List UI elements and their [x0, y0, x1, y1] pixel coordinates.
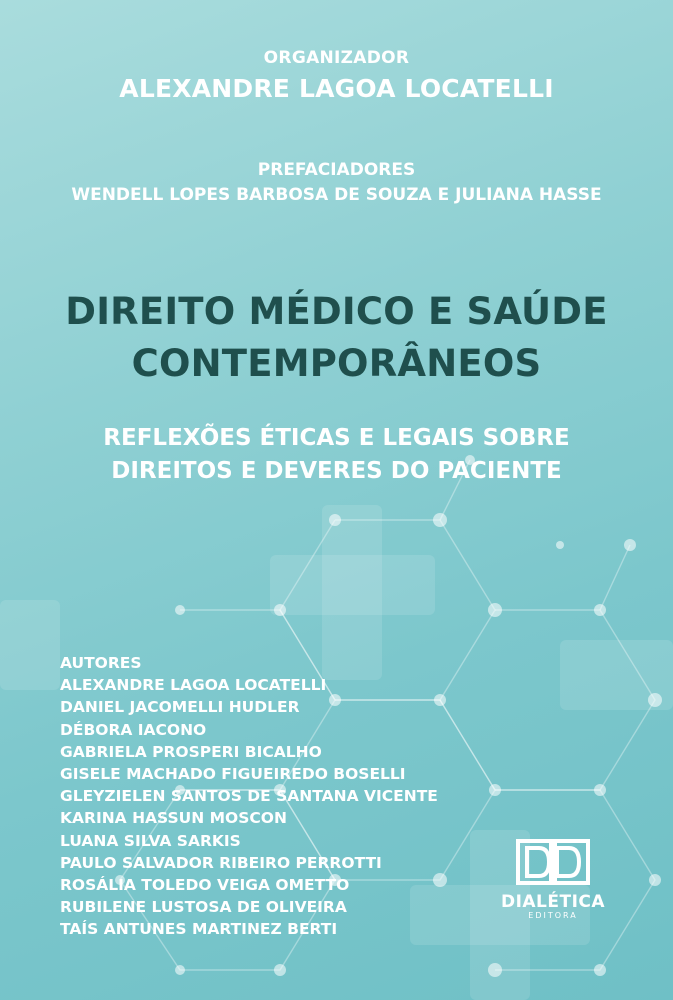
- authors-label: AUTORES: [60, 654, 142, 672]
- book-subtitle-line-2: DIREITOS E DEVERES DO PACIENTE: [111, 458, 562, 484]
- book-title-line-1: DIREITO MÉDICO E SAÚDE: [65, 290, 608, 333]
- author-name: DANIEL JACOMELLI HUDLER: [60, 698, 300, 717]
- author-name: GABRIELA PROSPERI BICALHO: [60, 742, 322, 761]
- author-name: GISELE MACHADO FIGUEIREDO BOSELLI: [60, 765, 406, 784]
- book-title-line-2: CONTEMPORÂNEOS: [131, 342, 542, 385]
- organizer-label: ORGANIZADOR: [263, 48, 410, 68]
- author-name: KARINA HASSUN MOSCON: [60, 809, 287, 828]
- authors-list: [60, 652, 438, 941]
- author-name: TAÍS ANTUNES MARTINEZ BERTI: [60, 920, 338, 939]
- author-name: ROSÁLIA TOLEDO VEIGA OMETTO: [60, 876, 350, 895]
- author-name: GLEYZIELEN SANTOS DE SANTANA VICENTE: [60, 787, 438, 806]
- author-name: ALEXANDRE LAGOA LOCATELLI: [60, 676, 327, 695]
- preface-names: WENDELL LOPES BARBOSA DE SOUZA E JULIANA HASSE: [71, 185, 602, 205]
- organizer-name: ALEXANDRE LAGOA LOCATELLI: [119, 74, 554, 103]
- book-subtitle-line-1: REFLEXÕES ÉTICAS E LEGAIS SOBRE: [103, 425, 570, 451]
- author-name: PAULO SALVADOR RIBEIRO PERROTTI: [60, 853, 382, 872]
- author-name: RUBILENE LUSTOSA DE OLIVEIRA: [60, 898, 347, 917]
- publisher-logo-icon: [515, 838, 591, 886]
- publisher-block: [492, 838, 614, 920]
- author-name: LUANA SILVA SARKIS: [60, 831, 241, 850]
- author-name: DÉBORA IACONO: [60, 720, 207, 739]
- preface-label: PREFACIADORES: [257, 160, 416, 180]
- publisher-name: DIALÉTICA: [500, 892, 606, 912]
- publisher-subtitle: EDITORA: [528, 911, 578, 920]
